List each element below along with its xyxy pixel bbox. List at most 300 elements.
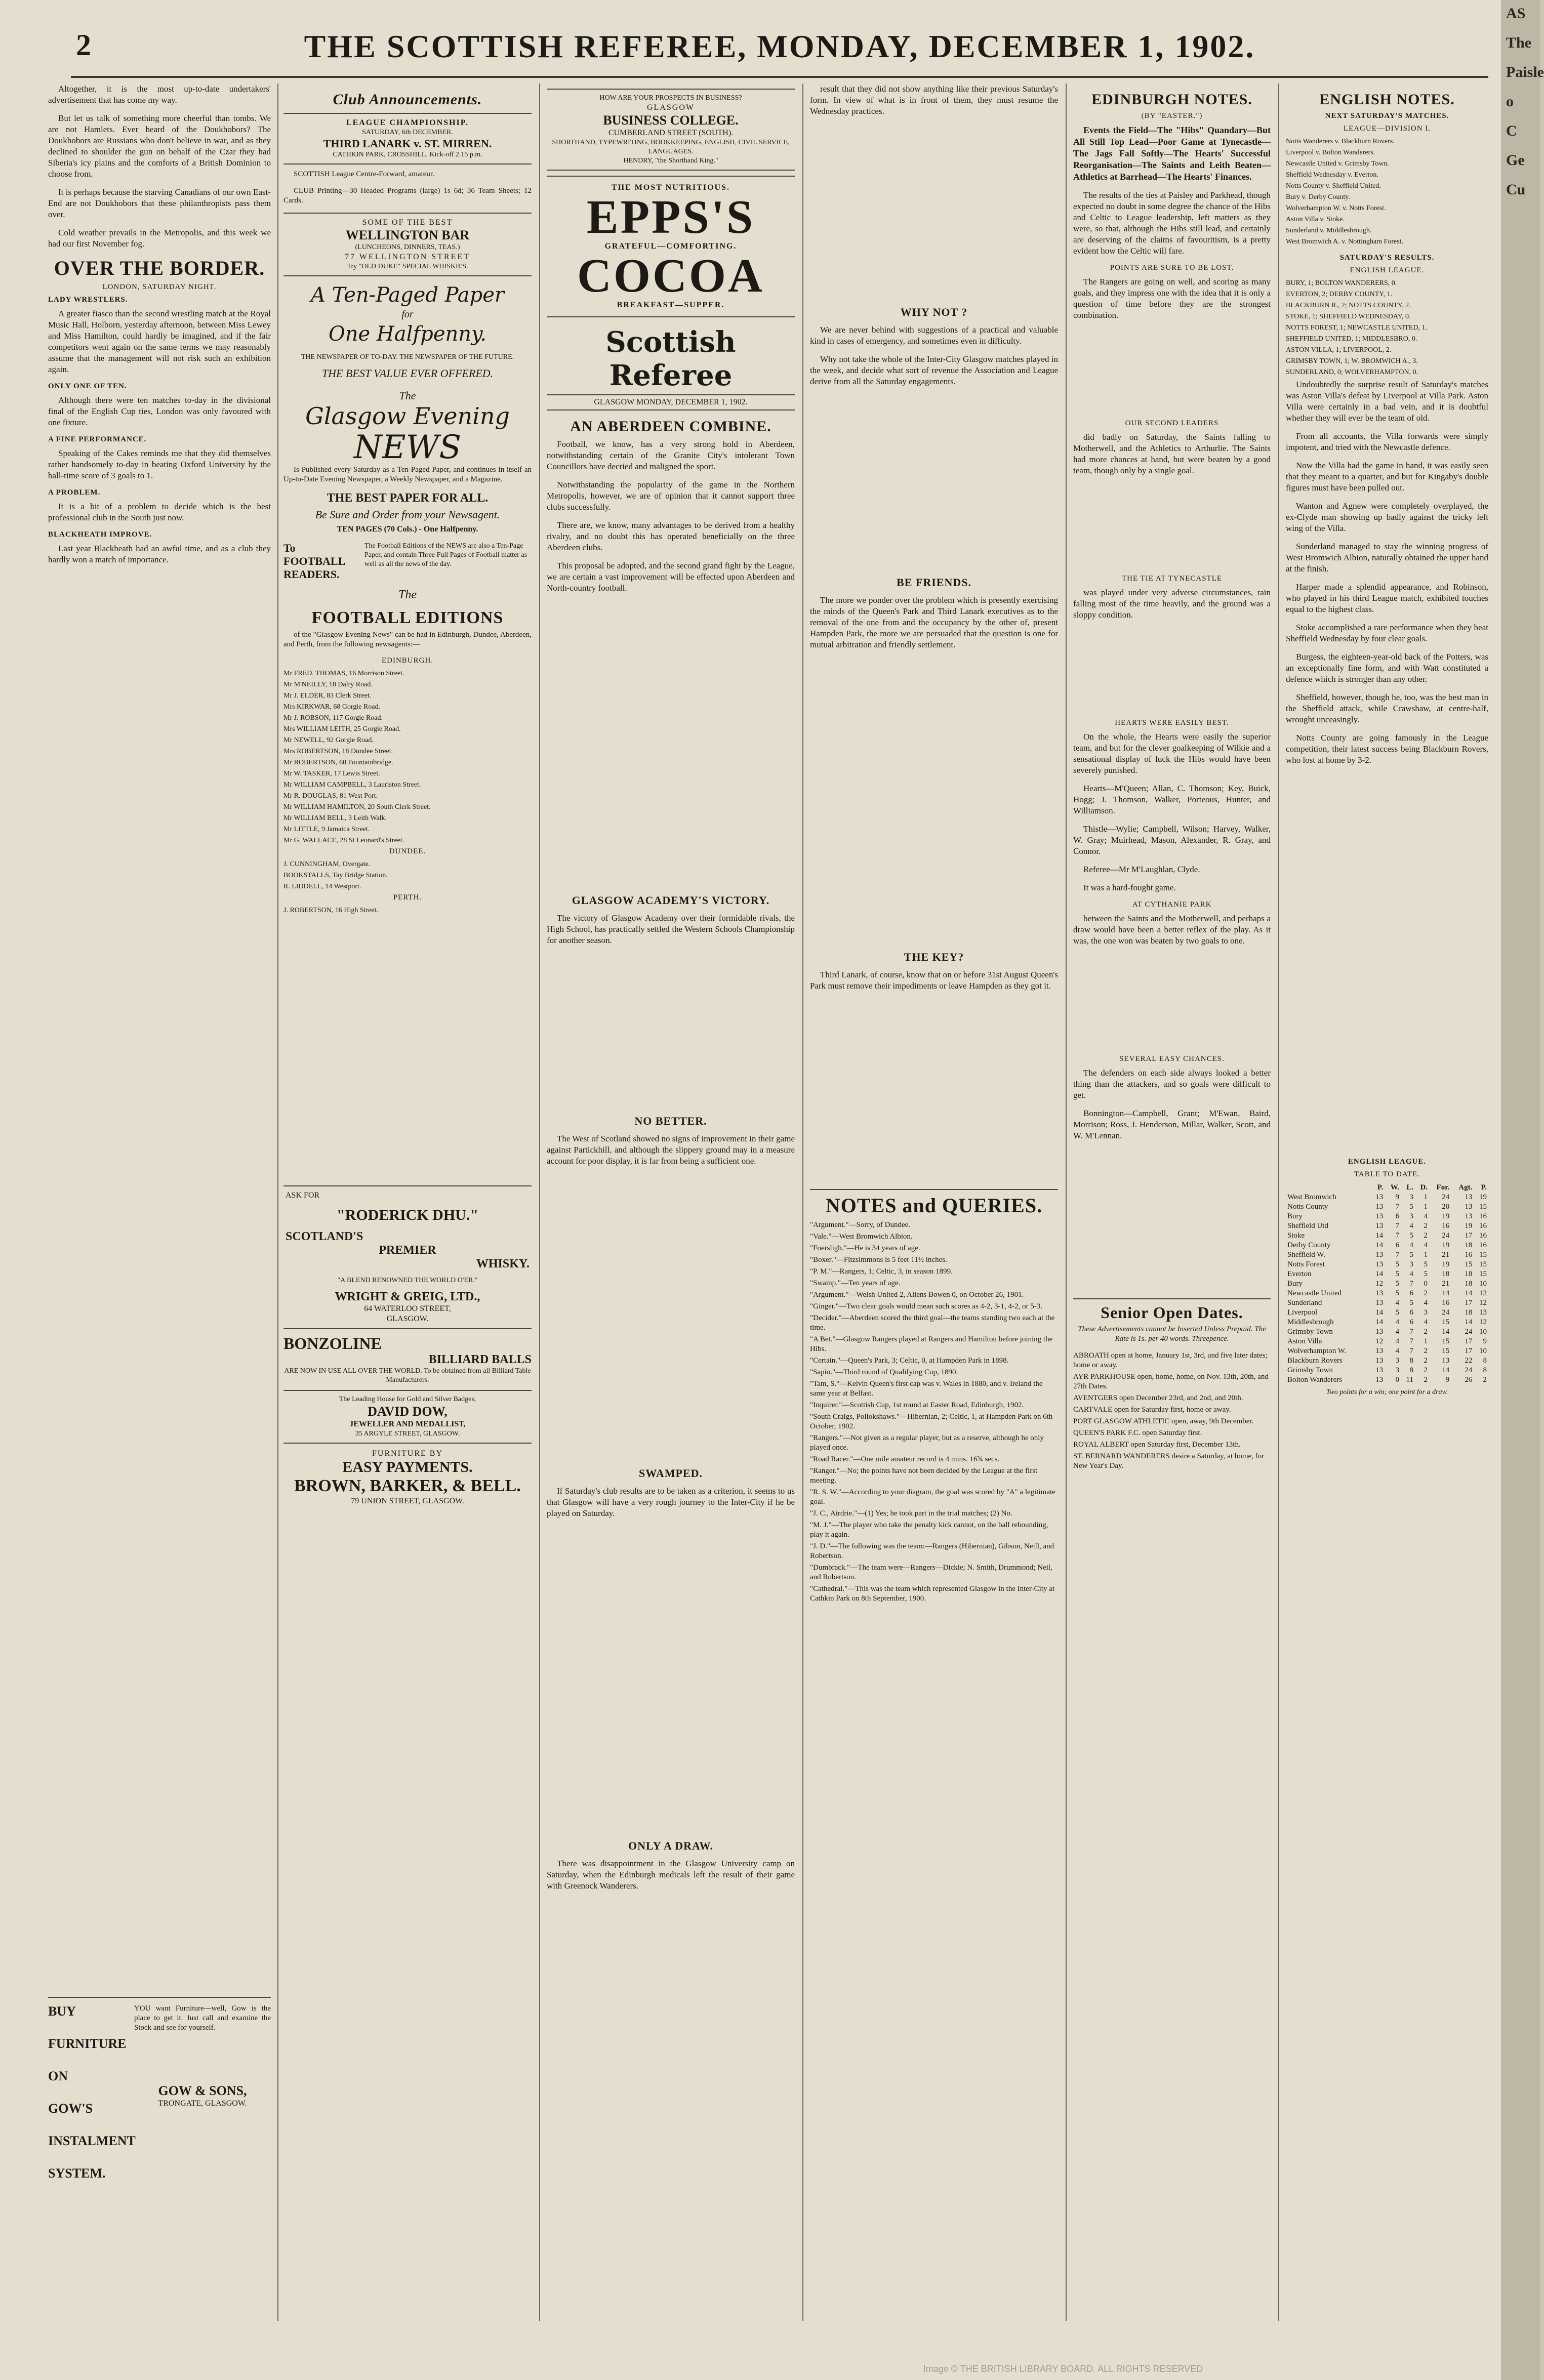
ad-script-line: One Halfpenny. bbox=[328, 322, 487, 346]
table-cell: 15 bbox=[1479, 1203, 1487, 1211]
table-cell: 4 bbox=[1395, 1347, 1400, 1355]
query-answer: "P. M."—Rangers, 1; Celtic, 3, in season 1899. bbox=[810, 1267, 953, 1276]
agent-entry: J. ROBERTSON, 16 High Street. bbox=[283, 907, 378, 914]
table-cell: 16 bbox=[1479, 1222, 1487, 1230]
query-answer: "Road Racer."—One mile amateur record is 4 mins. 16¾ secs. bbox=[810, 1455, 1000, 1463]
agent-entry: Mrs ROBERTSON, 18 Dundee Street. bbox=[283, 748, 393, 755]
ad-line: WHISKY. bbox=[476, 1257, 530, 1270]
bonzoline-advertisement bbox=[283, 1334, 532, 1385]
subheading: ENGLISH LEAGUE. bbox=[1350, 266, 1425, 274]
table-cell: 4 bbox=[1424, 1299, 1428, 1307]
illegible-text-block bbox=[810, 658, 1058, 941]
article-paragraph: Why not take the whole of the Inter-City Glasgow matches played in the week, and decide what sort of revenue the Association and League derive from all the Saturday engagements. bbox=[810, 354, 1058, 386]
ad-line: GLASGOW bbox=[647, 103, 695, 112]
table-row bbox=[1286, 1318, 1488, 1327]
table-cell: 19 bbox=[1442, 1212, 1450, 1220]
table-cell: 17 bbox=[1465, 1299, 1473, 1307]
open-date-entry: ROYAL ALBERT open Saturday first, December 13th. bbox=[1073, 1441, 1241, 1449]
agent-entry: J. CUNNINGHAM, Overgate. bbox=[283, 860, 371, 868]
subheading: A FINE PERFORMANCE. bbox=[48, 435, 147, 443]
article-paragraph: This proposal be adopted, and the second grand fight by the League, we are certain a vast improvement will be effected upon Aberdeen and North-country football. bbox=[547, 561, 795, 593]
article-paragraph: result that they did not show anything like their previous Saturday's form. In view of what is in front of them, they must resume the Wednesday practices. bbox=[810, 84, 1058, 116]
ad-line: SCOTLAND'S bbox=[286, 1230, 363, 1243]
newspaper-title: THE SCOTTISH REFEREE, MONDAY, DECEMBER 1, 1902. bbox=[304, 28, 1255, 64]
table-cell: 24 bbox=[1465, 1328, 1473, 1336]
table-cell: Newcastle United bbox=[1287, 1289, 1342, 1297]
table-cell: 16 bbox=[1442, 1222, 1450, 1230]
table-cell: 14 bbox=[1375, 1241, 1384, 1249]
ad-address: 64 WATERLOO STREET, bbox=[364, 1304, 451, 1313]
ad-word: INSTALMENT bbox=[48, 2133, 136, 2148]
ad-word: ON bbox=[48, 2069, 68, 2083]
table-cell: 15 bbox=[1479, 1251, 1487, 1259]
agent-list bbox=[283, 669, 532, 845]
table-cell: 2 bbox=[1424, 1289, 1428, 1297]
table-cell: 16 bbox=[1479, 1241, 1487, 1249]
table-header-row bbox=[1286, 1183, 1488, 1193]
ad-word: FURNITURE bbox=[48, 2036, 127, 2051]
table-cell: 8 bbox=[1483, 1366, 1487, 1374]
article-paragraph: Sheffield, however, though he, too, was the best man in the Sheffield attack, while Crawshaw, at centre-half, wrought unceasingly. bbox=[1286, 692, 1488, 724]
table-cell: 14 bbox=[1375, 1232, 1384, 1240]
article-paragraph: The West of Scotland showed no signs of improvement in their game against Partickhill, and although the slippery ground may in a measure account for poor display, it is far from being a sufficient one. bbox=[547, 1134, 795, 1166]
table-cell: Liverpool bbox=[1287, 1308, 1318, 1317]
query-answer: "Ranger."—No; the points have not been decided by the League at the first meeting. bbox=[810, 1467, 1038, 1485]
table-cell: 1 bbox=[1424, 1251, 1428, 1259]
table-cell: 11 bbox=[1406, 1376, 1413, 1384]
table-cell: 13 bbox=[1375, 1366, 1384, 1374]
illegible-text-block bbox=[810, 999, 1058, 1181]
article-paragraph: Notwithstanding the popularity of the game in the Northern Metropolis, however, we are of opinion that it cannot support three clubs successfully. bbox=[547, 480, 795, 512]
city-heading: DUNDEE. bbox=[389, 847, 426, 855]
table-cell: Bury bbox=[1287, 1212, 1303, 1220]
table-cell: 14 bbox=[1442, 1366, 1450, 1374]
query-answer: "Rangers."—Not given as a regular player, but as a reserve, although he only played once. bbox=[810, 1434, 1044, 1452]
illegible-text-block bbox=[547, 1526, 795, 1830]
fixture-entry: Sheffield Wednesday v. Everton. bbox=[1286, 171, 1378, 179]
table-cell: 2 bbox=[1424, 1232, 1428, 1240]
ad-text: The Football Editions of the NEWS are also a Ten-Page Paper, and contain Three Full Pages of Football matter as well as all the news of the day. bbox=[364, 542, 527, 568]
table-cell: Notts Forest bbox=[1287, 1260, 1325, 1268]
masthead bbox=[71, 28, 1488, 73]
table-row bbox=[1286, 1279, 1488, 1289]
table-cell: 19 bbox=[1479, 1193, 1487, 1201]
table-cell: 15 bbox=[1479, 1270, 1487, 1278]
table-cell: 3 bbox=[1409, 1193, 1413, 1201]
table-cell: 0 bbox=[1395, 1376, 1400, 1384]
table-cell: 21 bbox=[1442, 1251, 1450, 1259]
table-row bbox=[1286, 1269, 1488, 1279]
table-cell: 12 bbox=[1479, 1289, 1487, 1297]
table-cell: 2 bbox=[1424, 1328, 1428, 1336]
table-cell: 19 bbox=[1465, 1222, 1473, 1230]
column-5 bbox=[1073, 84, 1271, 2321]
article-paragraph: Cold weather prevails in the Metropolis, and this week we had our first November fog. bbox=[48, 228, 271, 249]
agent-entry: Mrs WILLIAM LEITH, 25 Gorgie Road. bbox=[283, 725, 401, 733]
table-cell: 15 bbox=[1465, 1260, 1473, 1268]
table-cell: 13 bbox=[1375, 1203, 1384, 1211]
table-cell: 5 bbox=[1395, 1260, 1400, 1268]
table-cell: 5 bbox=[1409, 1299, 1413, 1307]
table-cell: Sheffield Utd bbox=[1287, 1222, 1328, 1230]
table-cell: 4 bbox=[1409, 1270, 1413, 1278]
subheading: HEARTS WERE EASILY BEST. bbox=[1115, 719, 1229, 727]
table-cell: 4 bbox=[1395, 1328, 1400, 1336]
table-cell: Aston Villa bbox=[1287, 1337, 1322, 1345]
table-cell: 13 bbox=[1465, 1193, 1473, 1201]
table-cell: 0 bbox=[1424, 1280, 1428, 1288]
subheading: LEAGUE—DIVISION I. bbox=[1343, 125, 1431, 133]
article-paragraph: The more we ponder over the problem which is presently exercising the minds of the Queen's Park and Third Lanark executives as to the removal of the one from and the occupancy by the other of, present Hampden Park, the more we are persuaded that the question is one for mutual arbitration and friendly settlement. bbox=[810, 595, 1058, 649]
table-cell: 5 bbox=[1409, 1232, 1413, 1240]
table-cell: 7 bbox=[1395, 1222, 1400, 1230]
illegible-text-block bbox=[1073, 954, 1271, 1055]
edge-letter: Cu bbox=[1506, 181, 1526, 198]
table-cell: 1 bbox=[1424, 1193, 1428, 1201]
ad-text: YOU want Furniture—well, Gow is the place to get it. Just call and examine the Stock and see for yourself. bbox=[134, 2004, 271, 2032]
table-cell: 13 bbox=[1375, 1193, 1384, 1201]
article-paragraph: Hearts—M'Queen; Allan, C. Thomson; Key, Buick, Hogg; J. Thomson, Walker, Porteous, Hunter, and Williamson. bbox=[1073, 784, 1271, 815]
table-cell: 4 bbox=[1424, 1212, 1428, 1220]
query-answer: "Swamp."—Ten years of age. bbox=[810, 1279, 901, 1287]
table-cell: 2 bbox=[1424, 1376, 1428, 1384]
city-heading: PERTH. bbox=[393, 893, 422, 901]
table-header-cell: W. bbox=[1390, 1183, 1400, 1192]
article-paragraph: Last year Blackheath had an awful time, and as a club they hardly won a match of importance. bbox=[48, 544, 271, 564]
table-cell: 13 bbox=[1375, 1376, 1384, 1384]
agent-entry: Mr M'NEILLY, 18 Dalry Road. bbox=[283, 681, 373, 688]
result-entry: SUNDERLAND, 0; WOLVERHAMPTON, 0. bbox=[1286, 368, 1418, 376]
ad-line: TEN PAGES (70 Cols.) - One Halfpenny. bbox=[337, 525, 478, 534]
column-rule bbox=[1278, 84, 1279, 2321]
illegible-text-block bbox=[547, 953, 795, 1105]
table-cell: 12 bbox=[1375, 1280, 1384, 1288]
ad-script-line: A Ten-Paged Paper bbox=[310, 283, 505, 307]
agent-entry: Mr R. DOUGLAS, 81 West Port. bbox=[283, 792, 378, 800]
query-answer: "R. S. W."—According to your diagram, the goal was scored by "A" a legitimate goal. bbox=[810, 1488, 1055, 1506]
table-row bbox=[1286, 1308, 1488, 1318]
table-cell: 7 bbox=[1395, 1251, 1400, 1259]
column-1 bbox=[48, 84, 271, 2321]
ad-name: BROWN, BARKER, & BELL. bbox=[294, 1476, 521, 1495]
result-entry: SHEFFIELD UNITED, 1; MIDDLESBRO, 0. bbox=[1286, 335, 1417, 343]
ad-name: EPPS'S bbox=[586, 191, 755, 243]
table-cell: 4 bbox=[1424, 1241, 1428, 1249]
result-entry: BLACKBURN R., 2; NOTTS COUNTY, 2. bbox=[1286, 302, 1411, 309]
table-cell: 5 bbox=[1424, 1260, 1428, 1268]
ad-title: LEAGUE CHAMPIONSHIP. bbox=[346, 118, 469, 127]
article-paragraph: Referee—Mr M'Laughlan, Clyde. bbox=[1083, 865, 1200, 874]
table-cell: 17 bbox=[1465, 1337, 1473, 1345]
ad-line: JEWELLER AND MEDALLIST, bbox=[349, 1420, 466, 1428]
article-paragraph: Altogether, it is the most up-to-date undertakers' advertisement that has come my way. bbox=[48, 84, 271, 105]
table-cell: 5 bbox=[1395, 1289, 1400, 1297]
table-header-cell: L. bbox=[1406, 1183, 1413, 1192]
table-cell: 16 bbox=[1465, 1251, 1473, 1259]
table-cell: 3 bbox=[1395, 1366, 1400, 1374]
ad-line: THE NEWSPAPER OF TO-DAY. THE NEWSPAPER OF THE FUTURE. bbox=[301, 353, 514, 361]
article-paragraph: The Rangers are going on well, and scoring as many goals, and they impress one with the idea that it is only a question of time before they are the strongest combination. bbox=[1073, 277, 1271, 320]
query-answer: "Cathedral."—This was the team which represented Glasgow in the Inter-City at Cathkin Park on 8th September, 1900. bbox=[810, 1585, 1055, 1603]
query-answer: "A Bet."—Glasgow Rangers played at Rangers and Hamilton before joining the Hibs. bbox=[810, 1335, 1053, 1353]
subheading: SEVERAL EASY CHANCES. bbox=[1119, 1055, 1225, 1063]
table-cell: 2 bbox=[1483, 1376, 1487, 1384]
table-cell: Grimsby Town bbox=[1287, 1328, 1333, 1336]
open-date-entry: CARTVALE open for Saturday first, home or away. bbox=[1073, 1406, 1231, 1414]
ad-name: BUSINESS COLLEGE. bbox=[603, 113, 739, 128]
illegible-text-block bbox=[547, 1174, 795, 1457]
article-paragraph: Thistle—Wylie; Campbell, Wilson; Harvey, Walker, W. Gray; Muirhead, Mason, Alexander, R. Gray, and Connor. bbox=[1073, 824, 1271, 856]
subheading: BLACKHEATH IMPROVE. bbox=[48, 530, 152, 539]
fixture-entry: Aston Villa v. Stoke. bbox=[1286, 216, 1345, 223]
table-cell: 26 bbox=[1465, 1376, 1473, 1384]
table-note: Two points for a win; one point for a draw. bbox=[1326, 1388, 1448, 1396]
agent-entry: Mr WILLIAM CAMPBELL, 3 Lauriston Street. bbox=[283, 781, 421, 789]
table-cell: 13 bbox=[1465, 1212, 1473, 1220]
table-cell: 15 bbox=[1442, 1347, 1450, 1355]
table-cell: 2 bbox=[1424, 1347, 1428, 1355]
table-cell: 7 bbox=[1409, 1337, 1413, 1345]
table-cell: Sheffield W. bbox=[1287, 1251, 1325, 1259]
ad-address: CUMBERLAND STREET (SOUTH). bbox=[608, 129, 734, 137]
ad-line: THE BEST VALUE EVER OFFERED. bbox=[321, 367, 494, 380]
table-cell: 21 bbox=[1442, 1280, 1450, 1288]
ad-match: THIRD LANARK v. ST. MIRREN. bbox=[323, 137, 492, 150]
query-answer: "M. J."—The player who take the penalty kick cannot, on the ball rebounding, play it again. bbox=[810, 1521, 1048, 1539]
table-cell: 16 bbox=[1479, 1212, 1487, 1220]
column-4 bbox=[810, 84, 1058, 2321]
section-heading: AN ABERDEEN COMBINE. bbox=[570, 418, 771, 435]
article-paragraph: Third Lanark, of course, know that on or before 31st August Queen's Park must remove their impediments or leave Hampden as they got it. bbox=[810, 970, 1058, 991]
article-paragraph: There are, we know, many advantages to be derived from a healthy rivalry, and no doubt this has operated beneficially on the three Aberdeen clubs. bbox=[547, 520, 795, 552]
result-entry: EVERTON, 2; DERBY COUNTY, 1. bbox=[1286, 291, 1393, 298]
table-cell: 20 bbox=[1442, 1203, 1450, 1211]
table-title: ENGLISH LEAGUE. bbox=[1348, 1158, 1427, 1166]
table-cell: 13 bbox=[1375, 1299, 1384, 1307]
table-row bbox=[1286, 1212, 1488, 1221]
ad-line: GRATEFUL—COMFORTING. bbox=[604, 242, 737, 251]
column-rule bbox=[802, 84, 803, 2321]
notice-text: These Advertisements cannot be Inserted Unless Prepaid. The Rate is 1s. per 40 words. Threepence. bbox=[1078, 1325, 1266, 1343]
article-paragraph: The defenders on each side always looked a better thing than the attackers, and so goals were difficult to get. bbox=[1073, 1068, 1271, 1100]
ad-line: EASY PAYMENTS. bbox=[342, 1459, 473, 1475]
david-dow-advertisement bbox=[283, 1390, 532, 1444]
edge-letter: Paisle bbox=[1506, 64, 1544, 80]
ad-line: Be Sure and Order from your Newsagent. bbox=[315, 508, 500, 521]
open-date-entry: ST. BERNARD WANDERERS desire a Saturday, at home, for New Year's Day. bbox=[1073, 1452, 1265, 1470]
table-header-cell bbox=[1286, 1183, 1370, 1193]
table-cell: 9 bbox=[1395, 1193, 1400, 1201]
table-cell: 3 bbox=[1409, 1212, 1413, 1220]
ad-line: HENDRY, "the Shorthand King." bbox=[623, 157, 718, 165]
ad-line: THE MOST NUTRITIOUS. bbox=[612, 183, 730, 192]
ad-date: SATURDAY, 6th DECEMBER. bbox=[362, 129, 453, 136]
result-entry: STOKE, 1; SHEFFIELD WEDNESDAY, 0. bbox=[1286, 313, 1411, 320]
open-date-entry: ABROATH open at home, January 1st, 3rd, and five later dates; home or away. bbox=[1073, 1351, 1268, 1369]
article-paragraph: Harper made a splendid appearance, and Robinson, who played in his third League match, exhibited touches equal to the highest class. bbox=[1286, 582, 1488, 614]
table-cell: 6 bbox=[1409, 1289, 1413, 1297]
table-cell: 22 bbox=[1465, 1357, 1473, 1365]
table-cell: 7 bbox=[1395, 1232, 1400, 1240]
table-cell: Middlesbrough bbox=[1287, 1318, 1334, 1326]
page-number: 2 bbox=[76, 28, 91, 62]
byline: (BY "EASTER.") bbox=[1141, 112, 1203, 120]
table-cell: 13 bbox=[1375, 1328, 1384, 1336]
agent-entry: Mr J. ELDER, 83 Clerk Street. bbox=[283, 692, 372, 700]
table-row bbox=[1286, 1346, 1488, 1356]
edge-text bbox=[1501, 0, 1544, 203]
table-cell: 12 bbox=[1479, 1318, 1487, 1326]
ad-name: WELLINGTON BAR bbox=[345, 228, 470, 242]
table-cell: 8 bbox=[1483, 1357, 1487, 1365]
article-paragraph: From all accounts, the Villa forwards were simply impotent, and tried with the Newcastle defence. bbox=[1286, 431, 1488, 452]
ad-line: THE BEST PAPER FOR ALL. bbox=[327, 491, 489, 505]
table-cell: Derby County bbox=[1287, 1241, 1331, 1249]
ad-line: "A BLEND RENOWNED THE WORLD O'ER." bbox=[337, 1277, 478, 1284]
summary-paragraph: Events the Field—The "Hibs" Quandary—But All Still Top Lead—Poor Game at Tynecastle—The Jags Fall Softly—The Hearts' Successful Reorganisation—The Saints and Leith Beaten—Athletics at Barrhead—The Hearts' Finances. bbox=[1073, 125, 1271, 182]
table-cell: 18 bbox=[1465, 1280, 1473, 1288]
subheading: NEXT SATURDAY'S MATCHES. bbox=[1325, 112, 1449, 120]
illegible-text-block bbox=[810, 124, 1058, 296]
agent-entry: BOOKSTALLS, Tay Bridge Station. bbox=[283, 872, 388, 879]
brown-barker-bell-advertisement bbox=[283, 1449, 532, 1506]
edge-letter: C bbox=[1506, 122, 1517, 139]
table-cell: 14 bbox=[1375, 1308, 1384, 1317]
ad-name: DAVID DOW, bbox=[368, 1404, 448, 1419]
ad-address: TRONGATE, GLASGOW. bbox=[158, 2099, 247, 2108]
table-row bbox=[1286, 1337, 1488, 1346]
fixtures-list bbox=[1286, 137, 1488, 247]
table-cell: 2 bbox=[1424, 1357, 1428, 1365]
masthead-rule bbox=[71, 76, 1488, 78]
table-header-cell: Agt. bbox=[1458, 1183, 1473, 1192]
section-heading: ONLY A DRAW. bbox=[628, 1839, 713, 1852]
roderick-dhu-advertisement bbox=[283, 1185, 532, 1329]
copyright-footer: Image © THE BRITISH LIBRARY BOARD. ALL RIGHTS RESERVED bbox=[923, 2364, 1203, 2374]
fixture-entry: Notts Wanderers v. Blackburn Rovers. bbox=[1286, 138, 1395, 145]
ad-name: "RODERICK DHU." bbox=[337, 1207, 478, 1223]
ad-text: Is Published every Saturday as a Ten-Paged Paper, and continues in itself an Up-to-Date Evening Newspaper, a Weekly Newspaper, and a Magazine. bbox=[283, 466, 532, 483]
fixture-entry: Newcastle United v. Grimsby Town. bbox=[1286, 160, 1389, 168]
table-cell: 19 bbox=[1442, 1241, 1450, 1249]
table-cell: 5 bbox=[1395, 1270, 1400, 1278]
fixture-entry: Sunderland v. Middlesbrough. bbox=[1286, 227, 1372, 234]
article-paragraph: The results of the ties at Paisley and Parkhead, though expected no doubt in some degree the chance of the Hibs and Celtic to League leadership, left matters as they were, so that, although the Hibs still lead, and certainly are deserving of the claims of favouritism, is a pretty evident how the Celtic will fare. bbox=[1073, 190, 1271, 256]
result-entry: GRIMSBY TOWN, 1; W. BROMWICH A., 3. bbox=[1286, 357, 1418, 365]
edge-letter: Ge bbox=[1506, 152, 1525, 169]
table-cell: 5 bbox=[1409, 1203, 1413, 1211]
article-paragraph: There was disappointment in the Glasgow University camp on Saturday, when the Edinburgh medicals left the result of their game with Greenock Wanderers. bbox=[547, 1859, 795, 1891]
subheading: AT CYTHANIE PARK bbox=[1132, 900, 1212, 909]
table-cell: 7 bbox=[1409, 1280, 1413, 1288]
table-cell: 4 bbox=[1395, 1318, 1400, 1326]
table-cell: 18 bbox=[1465, 1308, 1473, 1317]
ad-line: To FOOTBALL READERS. bbox=[283, 542, 345, 581]
edge-letter: The bbox=[1506, 34, 1532, 51]
table-cell: 13 bbox=[1375, 1289, 1384, 1297]
column-rule bbox=[1066, 84, 1067, 2321]
table-header-cell: P. bbox=[1377, 1183, 1384, 1192]
results-list bbox=[1286, 279, 1488, 377]
league-advertisement bbox=[283, 113, 532, 165]
column-rule bbox=[539, 84, 540, 2321]
league-table bbox=[1286, 1183, 1488, 1385]
wellington-advertisement bbox=[283, 213, 532, 276]
table-cell: 16 bbox=[1479, 1232, 1487, 1240]
ad-word: BUY bbox=[48, 2004, 76, 2019]
table-cell: 13 bbox=[1479, 1308, 1487, 1317]
ad-line: BREAKFAST—SUPPER. bbox=[617, 301, 725, 309]
ad-line: PREMIER bbox=[379, 1244, 436, 1257]
section-heading: Senior Open Dates. bbox=[1073, 1298, 1271, 1321]
evening-news-title: NEWS bbox=[353, 429, 462, 466]
table-cell: 18 bbox=[1442, 1270, 1450, 1278]
article-paragraph: It was a hard-fought game. bbox=[1083, 883, 1176, 892]
table-cell: 13 bbox=[1375, 1260, 1384, 1268]
ad-line: SHORTHAND, TYPEWRITING, BOOKKEEPING, ENGLISH, CIVIL SERVICE, LANGUAGES. bbox=[552, 139, 790, 155]
agent-entry: Mr G. WALLACE, 28 St Leonard's Street. bbox=[283, 837, 404, 844]
open-dates-list bbox=[1073, 1351, 1271, 1471]
query-answer: "Argument."—Welsh United 2, Aliens Bowen 0, on October 26, 1901. bbox=[810, 1291, 1024, 1299]
facing-page-edge bbox=[1501, 0, 1544, 2380]
agent-entry: Mr W. TASKER, 17 Lewis Street. bbox=[283, 770, 380, 777]
query-answer: "Certain."—Queen's Park, 3; Celtic, 0, at Hampden Park in 1898. bbox=[810, 1357, 1009, 1365]
table-cell: 3 bbox=[1409, 1260, 1413, 1268]
table-row bbox=[1286, 1327, 1488, 1337]
section-heading: OVER THE BORDER. bbox=[54, 257, 265, 279]
illegible-text-block bbox=[283, 917, 532, 1180]
table-row bbox=[1286, 1241, 1488, 1250]
ad-address: 77 WELLINGTON STREET bbox=[345, 253, 470, 261]
table-cell: 18 bbox=[1465, 1270, 1473, 1278]
illegible-text-block bbox=[48, 572, 271, 1281]
classified-ad: CLUB Printing—30 Headed Programs (large) 1s 6d; 36 Team Sheets; 12 Cards. bbox=[283, 187, 532, 204]
article-paragraph: The victory of Glasgow Academy over their formidable rivals, the High School, has practically settled the Western Schools Championship for another season. bbox=[547, 913, 795, 945]
fixture-entry: Bury v. Derby County. bbox=[1286, 193, 1350, 201]
ad-line: ASK FOR bbox=[286, 1191, 320, 1200]
article-paragraph: Now the Villa had the game in hand, it was easily seen that they meant to a quarter, and but for Kingaby's double figures must have been pulled out. bbox=[1286, 461, 1488, 493]
table-row bbox=[1286, 1356, 1488, 1366]
editorial-masthead: Scottish Referee bbox=[605, 325, 736, 392]
table-cell: Grimsby Town bbox=[1287, 1366, 1333, 1374]
result-entry: BURY, 1; BOLTON WANDERERS, 0. bbox=[1286, 279, 1397, 287]
table-cell: 7 bbox=[1409, 1347, 1413, 1355]
ad-line: Try "OLD DUKE" SPECIAL WHISKIES. bbox=[347, 263, 468, 270]
result-entry: NOTTS FOREST, 1; NEWCASTLE UNITED, 1. bbox=[1286, 324, 1427, 332]
query-answer: "Foersligh."—He is 34 years of age. bbox=[810, 1244, 920, 1252]
table-cell: 10 bbox=[1479, 1328, 1487, 1336]
table-cell: 8 bbox=[1409, 1357, 1413, 1365]
table-cell: 14 bbox=[1465, 1289, 1473, 1297]
table-cell: 10 bbox=[1479, 1280, 1487, 1288]
agent-list bbox=[283, 906, 532, 915]
table-row bbox=[1286, 1298, 1488, 1308]
table-cell: 13 bbox=[1375, 1251, 1384, 1259]
fixture-entry: West Bromwich A. v. Nottingham Forest. bbox=[1286, 238, 1404, 245]
table-cell: 5 bbox=[1395, 1308, 1400, 1317]
table-subtitle: TABLE TO DATE. bbox=[1354, 1170, 1420, 1178]
article-paragraph: was played under very adverse circumstances, rain falling most of the time heavily, and the ground was a sloppy condition. bbox=[1073, 588, 1271, 620]
table-cell: 13 bbox=[1375, 1357, 1384, 1365]
table-cell: 14 bbox=[1375, 1318, 1384, 1326]
subheading: SATURDAY'S RESULTS. bbox=[1339, 254, 1435, 262]
table-cell: 24 bbox=[1442, 1193, 1450, 1201]
table-cell: 13 bbox=[1375, 1347, 1384, 1355]
agent-entry: R. LIDDELL, 14 Westport. bbox=[283, 883, 361, 890]
table-cell: 7 bbox=[1395, 1203, 1400, 1211]
table-row bbox=[1286, 1193, 1488, 1202]
table-cell: Bury bbox=[1287, 1280, 1303, 1288]
